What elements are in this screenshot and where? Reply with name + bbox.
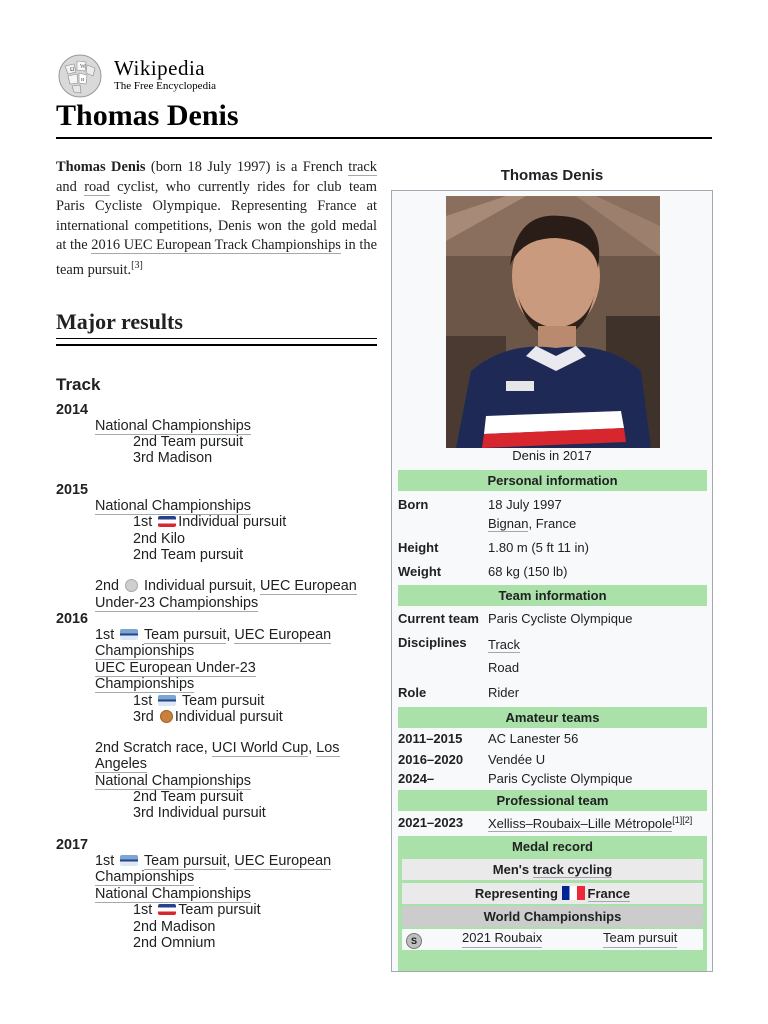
result-item — [95, 578, 357, 594]
infobox-header-personal: Personal information — [398, 470, 707, 491]
medal-sport-prefix: Men's — [492, 862, 533, 877]
link-uec-european-u23[interactable]: UEC European Under-23 — [95, 660, 256, 676]
value-weight: 68 kg (150 lb) — [488, 564, 568, 579]
link-france[interactable]: France — [587, 886, 631, 901]
link-xelliss-roubaix[interactable]: Xelliss–Roubaix–Lille Métropole — [488, 816, 673, 832]
born-country: , France — [528, 516, 577, 531]
infobox-header-professional: Professional team — [398, 790, 707, 811]
result-item — [95, 627, 331, 643]
lead-text-4: in the team pursuit. — [56, 237, 377, 278]
amateur-years: 2024– — [398, 771, 435, 786]
link-uec-european-championships[interactable]: Championships — [95, 869, 195, 885]
result-event: Individual pursuit, — [144, 578, 261, 594]
link-national-championships[interactable]: National Championships — [95, 418, 251, 434]
link-uec-european-championships[interactable]: UEC European — [234, 627, 332, 643]
link-2016-uec-championships[interactable]: 2016 UEC European Track Championships — [91, 237, 341, 253]
result-event: Individual pursuit — [174, 709, 283, 725]
link-track-cycling[interactable]: track cycling — [532, 862, 613, 877]
result-rank: 3rd — [133, 709, 154, 725]
result-item — [133, 514, 286, 530]
lead-text-1: (born 18 July 1997) is a French — [145, 159, 349, 175]
result-item — [133, 902, 261, 918]
medal-entry-row — [402, 929, 703, 950]
link-bignan[interactable]: Bignan — [488, 516, 529, 531]
result-event: Individual pursuit — [178, 514, 287, 530]
result-item: 3rd Madison — [133, 450, 213, 466]
separator: , — [226, 627, 235, 643]
infobox-header-team: Team information — [398, 585, 707, 606]
silver-medal-icon — [125, 579, 138, 592]
section-divider-thick — [56, 344, 377, 346]
result-event: Team pursuit — [178, 902, 261, 918]
amateur-team: Paris Cycliste Olympique — [488, 771, 633, 786]
pro-team — [488, 815, 692, 831]
result-item: 3rd Individual pursuit — [133, 805, 266, 821]
page-title: Thomas Denis — [56, 99, 239, 132]
wikipedia-logo[interactable] — [56, 53, 256, 99]
value-current-team: Paris Cycliste Olympique — [488, 611, 633, 626]
pro-years: 2021–2023 — [398, 815, 464, 830]
portrait-photo[interactable] — [446, 196, 660, 448]
amateur-team: Vendée U — [488, 752, 546, 767]
link-uec-european-u23[interactable]: Championships — [95, 676, 195, 692]
medal-competition-row: World Championships — [402, 906, 703, 927]
subsection-heading-track: Track — [56, 375, 101, 394]
title-divider — [56, 137, 712, 139]
label-height: Height — [398, 540, 439, 555]
result-item: 2nd Omnium — [133, 935, 216, 951]
result-rank: 1st — [133, 514, 153, 530]
value-role: Rider — [488, 685, 520, 700]
french-champion-jersey-icon — [158, 904, 176, 915]
link-uec-european-championships[interactable]: Championships — [95, 643, 195, 659]
result-item: 2nd Team pursuit — [133, 789, 244, 805]
medal-sport-row — [402, 859, 703, 880]
wikipedia-tagline: The Free Encyclopedia — [114, 80, 217, 92]
result-rank: 1st — [95, 627, 115, 643]
result-rank: 1st — [133, 693, 153, 709]
infobox-header-medal-record: Medal record — [398, 836, 707, 857]
pro-references[interactable]: [1][2] — [672, 815, 693, 825]
france-flag-icon — [562, 886, 585, 900]
svg-text:и: и — [81, 77, 85, 83]
medal-record-table — [398, 857, 707, 972]
link-national-championships[interactable]: National Championships — [95, 498, 251, 514]
value-born-place — [488, 516, 576, 531]
result-item: 2nd Team pursuit — [133, 547, 244, 563]
year-2016: 2016 — [56, 611, 89, 627]
amateur-team: AC Lanester 56 — [488, 731, 579, 746]
lead-paragraph — [56, 158, 377, 280]
lead-text-3: cyclist, who currently rides for club team Paris Cycliste Olympique. Representing France at international competitions, Denis won the gold medal at the — [56, 178, 377, 253]
infobox-header-amateur: Amateur teams — [398, 707, 707, 728]
result-item: 2nd Kilo — [133, 531, 186, 547]
svg-text:W: W — [80, 64, 86, 70]
label-disciplines: Disciplines — [398, 635, 467, 650]
european-champion-jersey-icon — [158, 695, 176, 706]
medal-country-row — [402, 883, 703, 904]
lead-text-2: and — [56, 178, 85, 195]
link-uec-european-championships[interactable]: UEC European — [234, 853, 332, 869]
wikipedia-wordmark: Wikipedia — [114, 56, 206, 80]
infobox-title: Thomas Denis — [500, 167, 604, 184]
result-rank: 1st — [95, 853, 115, 869]
amateur-years: 2011–2015 — [398, 731, 463, 746]
result-item: 2nd Madison — [133, 919, 216, 935]
link-team-pursuit[interactable]: Team pursuit — [143, 853, 227, 869]
lead-name: Thomas Denis — [56, 159, 146, 175]
value-discipline-road: Road — [488, 660, 520, 675]
link-2021-roubaix[interactable]: 2021 Roubaix — [462, 929, 542, 948]
link-track[interactable]: track — [348, 159, 377, 175]
link-national-championships[interactable]: National Championships — [95, 886, 251, 902]
result-item: 2nd Team pursuit — [133, 434, 244, 450]
section-heading-major-results: Major results — [56, 309, 183, 334]
year-2015: 2015 — [56, 482, 89, 498]
year-2017: 2017 — [56, 837, 89, 853]
european-champion-jersey-icon — [120, 855, 138, 866]
section-divider — [56, 338, 377, 339]
link-road[interactable]: road — [84, 178, 110, 195]
silver-medal-badge-icon: S — [406, 933, 422, 949]
result-rank: 2nd — [95, 578, 120, 594]
link-uci-world-cup[interactable]: UCI World Cup — [211, 740, 309, 756]
label-current-team: Current team — [398, 611, 479, 626]
result-rank: 1st — [133, 902, 153, 918]
link-team-pursuit-medal[interactable]: Team pursuit — [603, 929, 677, 948]
medal-country-prefix: Representing — [474, 886, 562, 901]
bronze-medal-icon — [160, 710, 173, 723]
portrait-image — [446, 196, 660, 448]
link-team-pursuit[interactable]: Team pursuit — [143, 627, 227, 643]
separator: , — [226, 853, 235, 869]
svg-text:Ω: Ω — [70, 67, 75, 73]
result-item — [95, 853, 331, 869]
link-uec-european-u23[interactable]: UEC European — [260, 578, 357, 594]
link-track-discipline[interactable]: Track — [488, 637, 521, 652]
reference-3[interactable]: [3] — [131, 259, 143, 271]
result-item — [133, 693, 264, 709]
separator: , — [308, 740, 317, 756]
result-event: Team pursuit — [181, 693, 265, 709]
photo-caption: Denis in 2017 — [512, 448, 592, 463]
link-national-championships[interactable]: National Championships — [95, 773, 251, 789]
year-2014: 2014 — [56, 402, 89, 418]
label-weight: Weight — [398, 564, 442, 579]
label-born: Born — [398, 497, 429, 512]
link-los-angeles[interactable]: Los — [316, 740, 340, 756]
result-event: 2nd Scratch race, — [95, 740, 212, 756]
value-born-date: 18 July 1997 — [488, 497, 562, 512]
link-los-angeles[interactable]: Angeles — [95, 756, 148, 772]
result-item — [133, 709, 283, 725]
value-height: 1.80 m (5 ft 11 in) — [488, 540, 589, 555]
amateur-years: 2016–2020 — [398, 752, 464, 767]
label-role: Role — [398, 685, 427, 700]
european-champion-jersey-icon — [120, 629, 138, 640]
french-champion-jersey-icon — [158, 516, 176, 527]
link-uec-european-u23[interactable]: Under-23 Championships — [95, 595, 259, 611]
result-item — [95, 740, 340, 756]
infobox — [391, 190, 713, 972]
wikipedia-globe-icon — [56, 53, 104, 99]
